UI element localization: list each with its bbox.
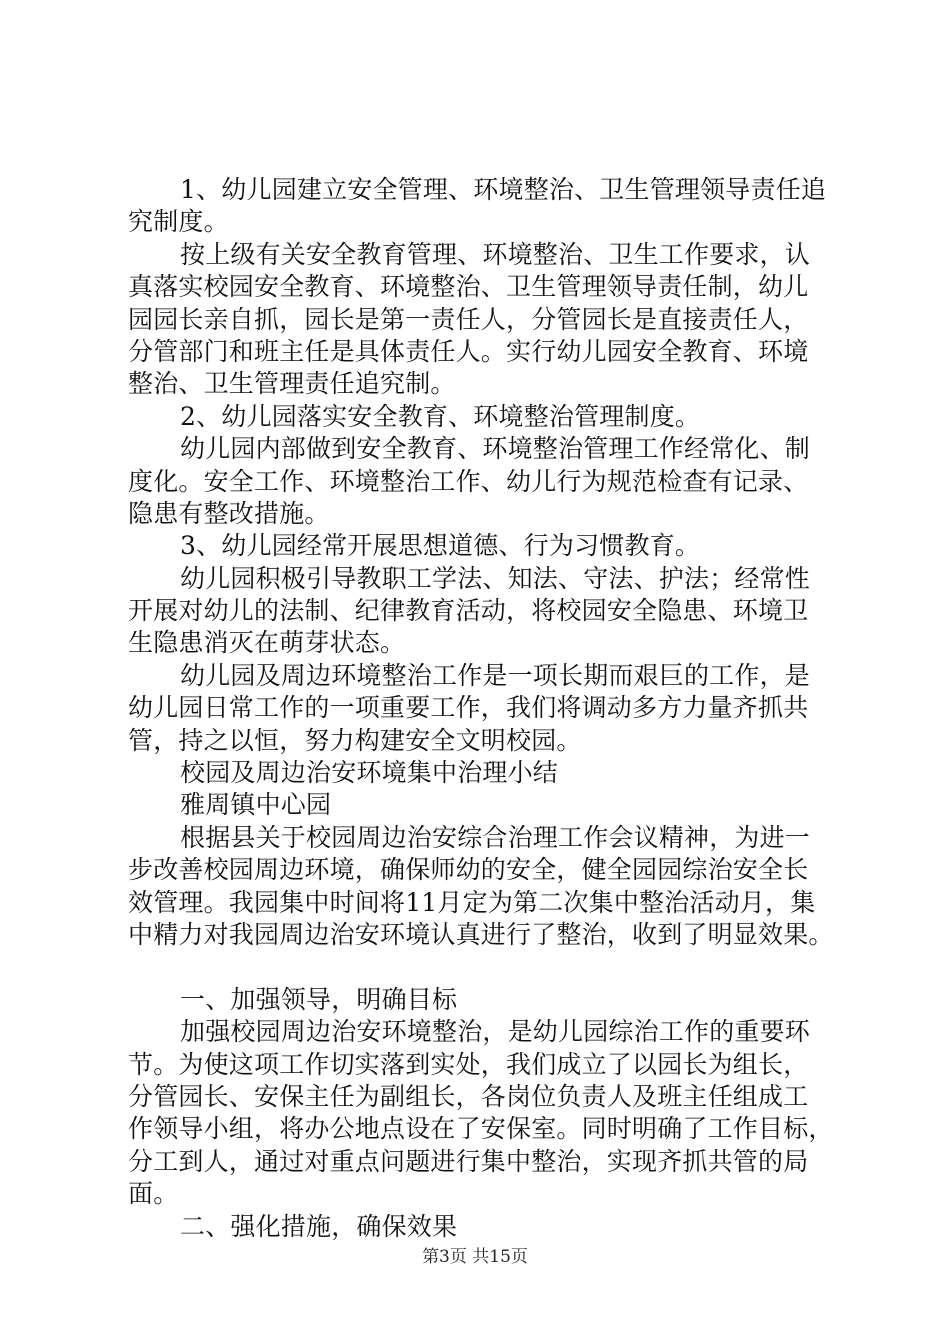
text-line: 究制度。	[128, 207, 229, 237]
text-line: 步改善校园周边环境，确保师幼的安全，健全园园综治安全长	[128, 855, 809, 885]
text-line: 幼儿园积极引导教职工学法、知法、守法、护法；经常性	[180, 563, 811, 593]
text-line: 分管部门和班主任是具体责任人。实行幼儿园安全教育、环境	[128, 336, 809, 366]
text-line: 生隐患消灭在萌芽状态。	[128, 628, 406, 658]
text-line: 度化。安全工作、环境整治工作、幼儿行为规范检查有记录、	[128, 466, 809, 496]
text-line: 分工到人，通过对重点问题进行集中整治，实现齐抓共管的局	[128, 1146, 809, 1176]
text-line: 管，持之以恒，努力构建安全文明校园。	[128, 725, 582, 755]
text-line: 开展对幼儿的法制、纪律教育活动，将校园安全隐患、环境卫	[128, 596, 809, 626]
text-line: 按上级有关安全教育管理、环境整治、卫生工作要求，认	[180, 239, 811, 269]
text-line: 幼儿园及周边环境整治工作是一项长期而艰巨的工作，是	[180, 660, 811, 690]
text-line: 分管园长、安保主任为副组长，各岗位负责人及班主任组成工	[128, 1081, 809, 1111]
text-line: 节。为使这项工作切实落到实处，我们成立了以园长为组长，	[128, 1049, 809, 1079]
text-line: 隐患有整改措施。	[128, 498, 330, 528]
text-line: 3、幼儿园经常开展思想道德、行为习惯教育。	[180, 531, 701, 561]
text-line: 整治、卫生管理责任追究制。	[128, 369, 456, 399]
text-line: 二、强化措施，确保效果	[180, 1211, 458, 1241]
text-line: 幼儿园日常工作的一项重要工作，我们将调动多方力量齐抓共	[128, 693, 809, 723]
text-line: 中精力对我园周边治安环境认真进行了整治，收到了明显效果。	[128, 919, 834, 949]
page-number-footer: 第3页 共15页	[422, 1247, 528, 1267]
text-line: 面。	[128, 1179, 179, 1209]
text-line: 作领导小组，将办公地点设在了安保室。同时明确了工作目标，	[128, 1114, 834, 1144]
text-line: 校园及周边治安环境集中治理小结	[180, 758, 559, 788]
text-line: 效管理。我园集中时间将11月定为第二次集中整治活动月，集	[128, 887, 816, 917]
text-line: 根据县关于校园周边治安综合治理工作会议精神，为进一	[180, 822, 811, 852]
document-body	[128, 174, 838, 1243]
text-line: 幼儿园内部做到安全教育、环境整治管理工作经常化、制	[180, 434, 811, 464]
text-line: 雅周镇中心园	[180, 790, 332, 820]
text-line: 1、幼儿园建立安全管理、环境整治、卫生管理领导责任追	[180, 175, 827, 204]
blank-line	[128, 951, 838, 983]
text-line: 园园长亲自抓，园长是第一责任人，分管园长是直接责任人，	[128, 304, 809, 334]
text-line: 真落实校园安全教育、环境整治、卫生管理领导责任制，幼儿	[128, 272, 809, 302]
text-line: 2、幼儿园落实安全教育、环境整治管理制度。	[180, 401, 701, 431]
text-line: 加强校园周边治安环境整治，是幼儿园综治工作的重要环	[180, 1017, 811, 1047]
text-line: 一、加强领导，明确目标	[180, 984, 458, 1014]
